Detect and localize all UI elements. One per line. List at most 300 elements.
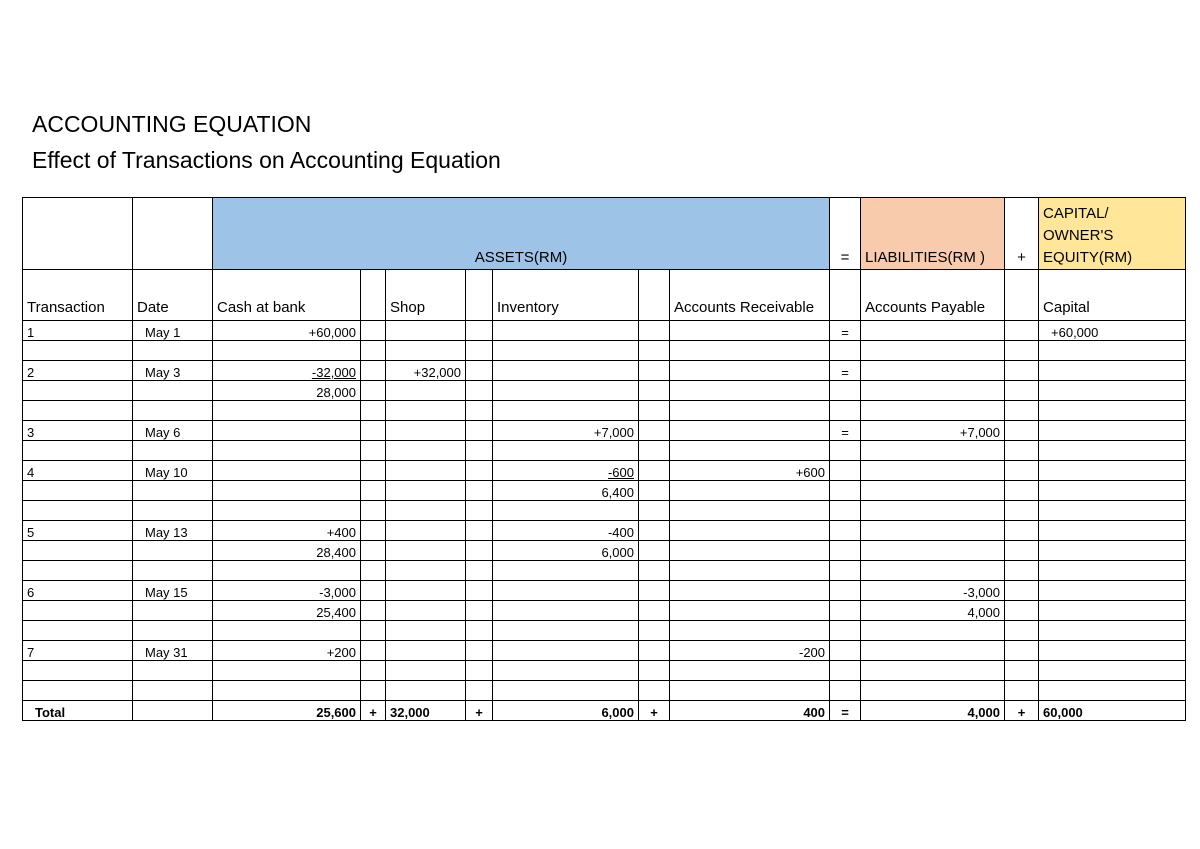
- cell-cash: 28,000: [213, 381, 361, 401]
- cell-cap: [1039, 481, 1186, 501]
- total-eq: =: [830, 701, 861, 721]
- cell-inv: 6,400: [493, 481, 639, 501]
- cell-ar: [670, 481, 830, 501]
- cell-gap: [466, 441, 493, 461]
- cell-date: May 13: [133, 521, 213, 541]
- col-gap-2: [466, 270, 493, 321]
- col-gap-plus: [1005, 270, 1039, 321]
- cell-inv: [493, 441, 639, 461]
- cell-ar: [670, 441, 830, 461]
- cell-gap: [361, 441, 386, 461]
- total-inv: 6,000: [493, 701, 639, 721]
- cell-cap: [1039, 361, 1186, 381]
- cell-ar: [670, 601, 830, 621]
- cell-txn: [23, 481, 133, 501]
- table-row: [23, 521, 1186, 541]
- cell-shop: [386, 421, 466, 441]
- cell-gap: [466, 481, 493, 501]
- equals-header: =: [830, 198, 861, 270]
- col-gap-3: [639, 270, 670, 321]
- cell-cash: [213, 401, 361, 421]
- cell-ap: -3,000: [861, 581, 1005, 601]
- cell-txn: 7: [23, 641, 133, 661]
- cell-shop: [386, 521, 466, 541]
- total-gap: [133, 701, 213, 721]
- cell-eq: [830, 441, 861, 461]
- cell-date: May 31: [133, 641, 213, 661]
- cell-cash: +200: [213, 641, 361, 661]
- cell-cap: [1039, 601, 1186, 621]
- cell-ap: [861, 361, 1005, 381]
- cell-cash: [213, 341, 361, 361]
- cell-eq: [830, 501, 861, 521]
- cell-gap: [466, 361, 493, 381]
- cell-ap: [861, 521, 1005, 541]
- cell-cap: [1039, 521, 1186, 541]
- table-row: [23, 581, 1186, 601]
- total-plus3: +: [639, 701, 670, 721]
- cell-gap: [639, 401, 670, 421]
- cell-ar: [670, 661, 830, 681]
- cell-inv: [493, 681, 639, 701]
- cell-eq: [830, 481, 861, 501]
- cell-ap: [861, 561, 1005, 581]
- cell-gap: [639, 661, 670, 681]
- cell-inv: [493, 321, 639, 341]
- cell-inv: [493, 661, 639, 681]
- cell-gap: [466, 641, 493, 661]
- cell-eq: [830, 341, 861, 361]
- cell-eq: [830, 381, 861, 401]
- capital-header: CAPITAL/ OWNER'S EQUITY(RM): [1039, 198, 1186, 270]
- cell-ap: [861, 481, 1005, 501]
- cell-ar: [670, 621, 830, 641]
- cell-gap: [639, 461, 670, 481]
- total-plus4: +: [1005, 701, 1039, 721]
- cell-ar: [670, 361, 830, 381]
- cell-inv: [493, 461, 639, 481]
- cell-gap: [639, 521, 670, 541]
- cell-inv: [493, 341, 639, 361]
- cell-gap: [639, 361, 670, 381]
- cell-cap: [1039, 581, 1186, 601]
- cell-gap: [1005, 501, 1039, 521]
- cell-txn: 2: [23, 361, 133, 381]
- cell-gap: [639, 621, 670, 641]
- cell-cash: [213, 681, 361, 701]
- cell-ar: [670, 501, 830, 521]
- cell-gap: [466, 381, 493, 401]
- cell-gap: [466, 521, 493, 541]
- cell-shop: [386, 501, 466, 521]
- cell-gap: [361, 541, 386, 561]
- cell-cap: [1039, 661, 1186, 681]
- liabilities-header: LIABILITIES(RM ): [861, 198, 1005, 270]
- cell-txn: [23, 401, 133, 421]
- cell-date: [133, 381, 213, 401]
- header-blank-txn: [23, 198, 133, 270]
- cell-gap: [466, 541, 493, 561]
- cell-gap: [639, 641, 670, 661]
- cell-ap: [861, 541, 1005, 561]
- col-gap-eq: [830, 270, 861, 321]
- cell-txn: [23, 681, 133, 701]
- cell-gap: [466, 681, 493, 701]
- cell-gap: [639, 441, 670, 461]
- cell-inv: [493, 601, 639, 621]
- col-shop: Shop: [386, 270, 466, 321]
- cell-cap: [1039, 381, 1186, 401]
- cell-ar: [670, 581, 830, 601]
- table-row: [23, 321, 1186, 341]
- cell-txn: 4: [23, 461, 133, 481]
- table-row: [23, 601, 1186, 621]
- cell-cap: [1039, 341, 1186, 361]
- col-payable: Accounts Payable: [861, 270, 1005, 321]
- cell-gap: [466, 321, 493, 341]
- cell-eq: [830, 621, 861, 641]
- cell-gap: [361, 401, 386, 421]
- cell-date: May 3: [133, 361, 213, 381]
- cell-cash: +400: [213, 521, 361, 541]
- cell-ap: [861, 341, 1005, 361]
- cell-ap: [861, 381, 1005, 401]
- cell-inv: -400: [493, 521, 639, 541]
- cell-txn: [23, 541, 133, 561]
- cell-date: [133, 541, 213, 561]
- cell-inv: [493, 561, 639, 581]
- cell-cap: [1039, 561, 1186, 581]
- cell-cash: 28,400: [213, 541, 361, 561]
- cell-ap: [861, 461, 1005, 481]
- cell-txn: [23, 381, 133, 401]
- cell-cap: [1039, 421, 1186, 441]
- cell-ar: [670, 681, 830, 701]
- cell-cash: [213, 621, 361, 641]
- cell-gap: [639, 341, 670, 361]
- cell-cash: [213, 561, 361, 581]
- cell-txn: 3: [23, 421, 133, 441]
- table-row: [23, 561, 1186, 581]
- cell-ar: [670, 541, 830, 561]
- cell-gap: [361, 581, 386, 601]
- cell-date: [133, 621, 213, 641]
- cell-inv: [493, 361, 639, 381]
- cell-gap: [361, 681, 386, 701]
- cell-ap: [861, 401, 1005, 421]
- cell-eq: [830, 461, 861, 481]
- total-plus1: +: [361, 701, 386, 721]
- cell-cash: [213, 461, 361, 481]
- col-capital: Capital: [1039, 270, 1186, 321]
- cell-gap: [361, 621, 386, 641]
- cell-gap: [466, 661, 493, 681]
- cell-cash: -3,000: [213, 581, 361, 601]
- header-row: [23, 198, 1186, 270]
- cell-gap: [361, 501, 386, 521]
- total-plus2: +: [466, 701, 493, 721]
- cell-inv: [493, 641, 639, 661]
- col-gap-1: [361, 270, 386, 321]
- cell-gap: [1005, 461, 1039, 481]
- cell-ar: +600: [670, 461, 830, 481]
- table-row: [23, 541, 1186, 561]
- cell-ap: 4,000: [861, 601, 1005, 621]
- cell-txn: 5: [23, 521, 133, 541]
- cell-gap: [639, 561, 670, 581]
- cell-shop: [386, 541, 466, 561]
- cell-ap: [861, 501, 1005, 521]
- cell-gap: [639, 381, 670, 401]
- cell-eq: [830, 681, 861, 701]
- cell-ap: [861, 641, 1005, 661]
- cell-eq: [830, 661, 861, 681]
- cell-shop: [386, 381, 466, 401]
- cell-gap: [1005, 441, 1039, 461]
- cell-date: May 10: [133, 461, 213, 481]
- col-receivable: Accounts Receivable: [670, 270, 830, 321]
- cell-cap: [1039, 641, 1186, 661]
- column-header-row: [23, 270, 1186, 321]
- cell-gap: [639, 581, 670, 601]
- cell-gap: [1005, 661, 1039, 681]
- cell-ar: [670, 561, 830, 581]
- cell-ar: [670, 341, 830, 361]
- page-subtitle: Effect of Transactions on Accounting Equation: [32, 147, 501, 173]
- table-row: [23, 681, 1186, 701]
- cell-inv: [493, 621, 639, 641]
- cell-gap: [466, 401, 493, 421]
- cell-date: [133, 481, 213, 501]
- total-label: Total: [23, 701, 133, 721]
- cell-cash: [213, 441, 361, 461]
- table-row: [23, 441, 1186, 461]
- cell-shop: [386, 401, 466, 421]
- cell-cash: [213, 501, 361, 521]
- cell-inv: [493, 381, 639, 401]
- header-blank-date: [133, 198, 213, 270]
- cell-date: May 1: [133, 321, 213, 341]
- cell-cash: [213, 481, 361, 501]
- cell-date: [133, 341, 213, 361]
- cell-inv: [493, 501, 639, 521]
- cell-cash-value: -32,000: [311, 365, 356, 380]
- cell-date: [133, 601, 213, 621]
- cell-shop: [386, 661, 466, 681]
- cell-txn: [23, 621, 133, 641]
- cell-gap: [1005, 541, 1039, 561]
- cell-txn: [23, 441, 133, 461]
- cell-inv-value: -600: [607, 465, 634, 480]
- cell-gap: [1005, 621, 1039, 641]
- cell-inv: [493, 581, 639, 601]
- cell-shop: [386, 601, 466, 621]
- cell-cap: [1039, 501, 1186, 521]
- cell-ap: [861, 681, 1005, 701]
- cell-shop: [386, 461, 466, 481]
- cell-shop: [386, 341, 466, 361]
- cell-shop: [386, 681, 466, 701]
- cell-inv: +7,000: [493, 421, 639, 441]
- cell-gap: [466, 561, 493, 581]
- cell-gap: [361, 661, 386, 681]
- cell-gap: [361, 321, 386, 341]
- cell-cash: 25,400: [213, 601, 361, 621]
- col-date: Date: [133, 270, 213, 321]
- table-row: [23, 621, 1186, 641]
- cell-ap: [861, 321, 1005, 341]
- cell-gap: [639, 421, 670, 441]
- cell-cap: [1039, 441, 1186, 461]
- cell-ar: [670, 421, 830, 441]
- cell-eq: =: [830, 421, 861, 441]
- cell-eq: [830, 541, 861, 561]
- cell-shop: +32,000: [386, 361, 466, 381]
- cell-gap: [1005, 401, 1039, 421]
- cell-gap: [639, 681, 670, 701]
- cell-gap: [1005, 521, 1039, 541]
- cell-shop: [386, 441, 466, 461]
- cell-gap: [361, 381, 386, 401]
- cell-gap: [466, 461, 493, 481]
- cell-gap: [1005, 561, 1039, 581]
- table-row: [23, 361, 1186, 381]
- cell-shop: [386, 481, 466, 501]
- table-row: [23, 661, 1186, 681]
- cell-cash: [213, 421, 361, 441]
- cell-gap: [1005, 421, 1039, 441]
- cell-gap: [361, 361, 386, 381]
- page-title: ACCOUNTING EQUATION: [32, 111, 312, 137]
- cell-gap: [639, 501, 670, 521]
- cell-shop: [386, 621, 466, 641]
- cell-gap: [639, 321, 670, 341]
- cell-gap: [1005, 321, 1039, 341]
- cell-txn: [23, 561, 133, 581]
- total-row: [23, 701, 1186, 721]
- cell-cash: [213, 361, 361, 381]
- cell-shop: [386, 561, 466, 581]
- total-ar: 400: [670, 701, 830, 721]
- cell-gap: [361, 601, 386, 621]
- cell-gap: [466, 421, 493, 441]
- cell-gap: [361, 561, 386, 581]
- table-row: [23, 641, 1186, 661]
- cell-date: [133, 681, 213, 701]
- cell-gap: [466, 621, 493, 641]
- cell-gap: [361, 481, 386, 501]
- cell-gap: [466, 341, 493, 361]
- cell-gap: [1005, 381, 1039, 401]
- table-row: [23, 341, 1186, 361]
- cell-eq: [830, 581, 861, 601]
- cell-gap: [466, 501, 493, 521]
- assets-header: ASSETS(RM): [213, 198, 830, 270]
- cell-date: [133, 441, 213, 461]
- cell-gap: [1005, 681, 1039, 701]
- cell-gap: [361, 421, 386, 441]
- cell-ap: [861, 621, 1005, 641]
- cell-gap: [1005, 601, 1039, 621]
- cell-txn: 1: [23, 321, 133, 341]
- cell-gap: [639, 481, 670, 501]
- table-row: [23, 421, 1186, 441]
- cell-date: [133, 661, 213, 681]
- cell-date: May 15: [133, 581, 213, 601]
- col-inventory: Inventory: [493, 270, 639, 321]
- cell-txn: [23, 661, 133, 681]
- cell-eq: [830, 521, 861, 541]
- table-row: [23, 501, 1186, 521]
- cell-cap: [1039, 681, 1186, 701]
- table-row: [23, 381, 1186, 401]
- cell-ar: -200: [670, 641, 830, 661]
- plus-header: +: [1005, 198, 1039, 270]
- cell-ar: [670, 321, 830, 341]
- cell-txn: [23, 341, 133, 361]
- cell-gap: [361, 521, 386, 541]
- cell-date: [133, 401, 213, 421]
- cell-eq: [830, 561, 861, 581]
- cell-ap: [861, 441, 1005, 461]
- cell-inv: [493, 401, 639, 421]
- cell-ar: [670, 521, 830, 541]
- cell-shop: [386, 321, 466, 341]
- cell-ar: [670, 401, 830, 421]
- col-cash: Cash at bank: [213, 270, 361, 321]
- total-ap: 4,000: [861, 701, 1005, 721]
- cell-eq: [830, 641, 861, 661]
- col-transaction: Transaction: [23, 270, 133, 321]
- cell-gap: [361, 461, 386, 481]
- cell-ap: [861, 661, 1005, 681]
- accounting-equation-table: [22, 197, 1186, 721]
- table-row: [23, 401, 1186, 421]
- cell-ap: +7,000: [861, 421, 1005, 441]
- cell-eq: [830, 401, 861, 421]
- cell-cash: +60,000: [213, 321, 361, 341]
- cell-gap: [1005, 361, 1039, 381]
- cell-eq: =: [830, 321, 861, 341]
- cell-gap: [639, 601, 670, 621]
- cell-gap: [466, 581, 493, 601]
- table-row: [23, 461, 1186, 481]
- cell-eq: =: [830, 361, 861, 381]
- cell-gap: [466, 601, 493, 621]
- cell-gap: [1005, 641, 1039, 661]
- cell-shop: [386, 641, 466, 661]
- cell-ar: [670, 381, 830, 401]
- cell-date: May 6: [133, 421, 213, 441]
- cell-gap: [361, 641, 386, 661]
- total-cash: 25,600: [213, 701, 361, 721]
- cell-txn: 6: [23, 581, 133, 601]
- cell-cap: +60,000: [1039, 321, 1186, 341]
- cell-cap: [1039, 461, 1186, 481]
- cell-gap: [1005, 481, 1039, 501]
- cell-shop: [386, 581, 466, 601]
- cell-gap: [361, 341, 386, 361]
- total-shop: 32,000: [386, 701, 466, 721]
- cell-date: [133, 501, 213, 521]
- cell-gap: [1005, 341, 1039, 361]
- cell-txn: [23, 601, 133, 621]
- cell-eq: [830, 601, 861, 621]
- cell-inv: 6,000: [493, 541, 639, 561]
- cell-cash: [213, 661, 361, 681]
- cell-cap: [1039, 541, 1186, 561]
- cell-txn: [23, 501, 133, 521]
